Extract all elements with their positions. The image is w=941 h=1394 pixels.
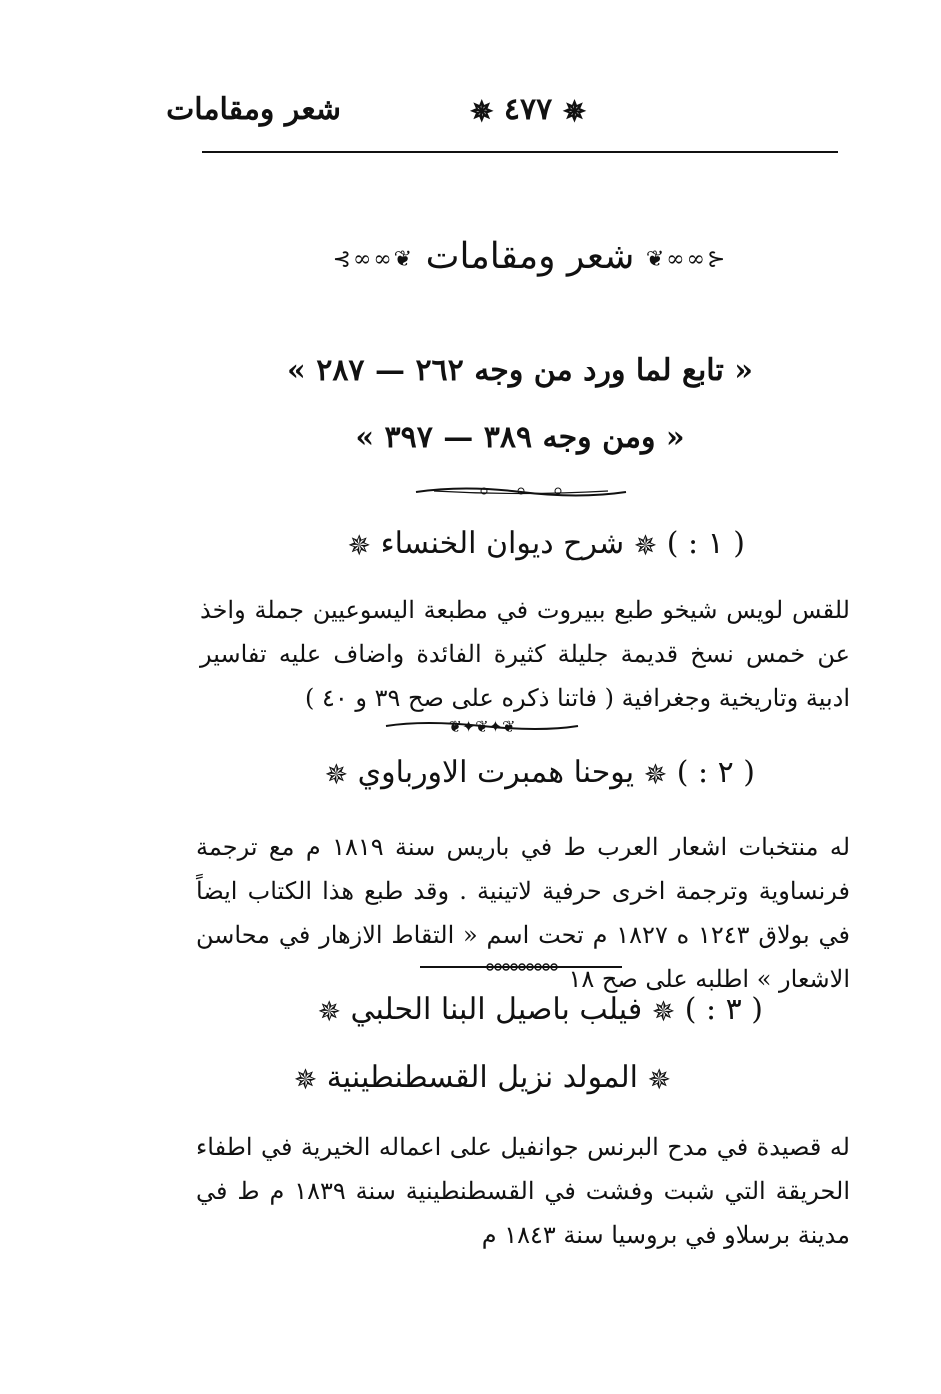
- entry-number: ( ٢ : ): [676, 755, 755, 790]
- entry-heading: [317, 992, 763, 1027]
- svg-text:❦✦❦✦❦: ❦✦❦✦❦: [448, 717, 516, 736]
- page-number: ٤٧٧: [503, 92, 553, 127]
- ornament-star-icon: ✵: [324, 758, 349, 791]
- entry-body: للقس لويس شيخو طبع ببيروت في مطبعة اليسوعيين جملة واخذ عن خمس نسخ قديمة جليلة كثيرة الفائدة واضاف عليه تفاسير ادبية وتاريخية وجغرافية ( فاتنا ذكره على صح ٣٩ و ٤٠ ): [200, 596, 850, 712]
- right-ornament-icon: ❦∞∞⊱: [645, 246, 728, 272]
- section-title: شعر ومقامات: [425, 236, 635, 277]
- ornament-star-icon: ✵: [647, 1063, 671, 1096]
- ornament-star-icon: ✵: [651, 995, 676, 1028]
- ornamental-divider: [418, 961, 624, 973]
- running-title: شعر ومقامات: [166, 92, 341, 127]
- ornament-star-icon: ✵: [633, 529, 658, 562]
- ornament-star-icon: ✵: [562, 95, 587, 128]
- entry-subheading: [294, 1060, 671, 1095]
- entry-number: ( ١ : ): [666, 526, 745, 561]
- entry-body: له منتخبات اشعار العرب ط في باريس سنة ١٨١٩ م مع ترجمة فرنساوية وترجمة اخرى حرفية لاتينية . وقد طبع هذا الكتاب ايضاً في بولاق ١٢٤٣ ه ١٨٢٧ م تحت اسم « التقاط الازهار في محاسن الاشعار » اطلبه على صح ١٨: [196, 833, 851, 993]
- ornament-star-icon: ✵: [470, 95, 494, 128]
- page-number-group: [470, 92, 586, 127]
- section-title-group: [330, 236, 730, 277]
- ornamental-divider: [384, 716, 580, 736]
- entry-number: ( ٣ : ): [684, 992, 763, 1027]
- entry-heading: [325, 755, 755, 790]
- entry-title: فيلب باصيل البنا الحلبي: [350, 992, 643, 1027]
- ornament-star-icon: ✵: [347, 529, 372, 562]
- ornament-star-icon: ✵: [643, 758, 668, 791]
- continuation-line-1: « تابع لما ورد من وجه ٢٦٢ — ٢٨٧ »: [287, 353, 753, 388]
- ornament-star-icon: ✵: [293, 1063, 318, 1096]
- ornament-star-icon: ✵: [317, 995, 341, 1028]
- header-rule: [202, 151, 838, 153]
- entry-body: له قصيدة في مدح البرنس جوانفيل على اعماله الخيرية في اطفاء الحريقة التي شبت وفشت في القسطنطينية سنة ١٨٣٩ م ط في مدينة برسلاو في بروسيا سنة ١٨٤٣ م: [196, 1133, 850, 1249]
- entry-subtitle: المولد نزيل القسطنطينية: [326, 1060, 638, 1095]
- left-ornament-icon: ⊰∞∞❦: [332, 246, 415, 272]
- continuation-line-2: « ومن وجه ٣٨٩ — ٣٩٧ »: [355, 420, 685, 455]
- entry-title: شرح ديوان الخنساء: [380, 526, 625, 561]
- entry-heading: [348, 526, 745, 561]
- entry-title: يوحنا همبرت الاورباوي: [357, 755, 635, 790]
- ornamental-divider: [414, 483, 628, 499]
